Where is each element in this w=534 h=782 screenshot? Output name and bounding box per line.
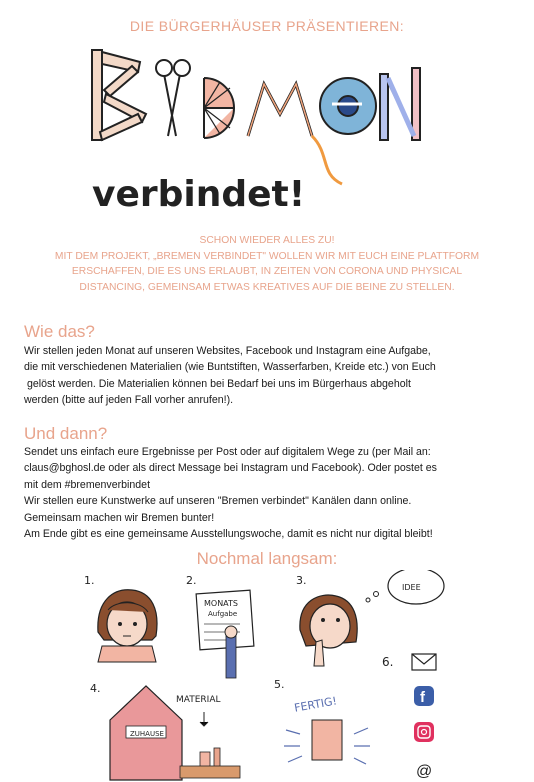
body-line: claus@bghosl.de oder als direct Message bei Instagram und Facebook). Oder postet es — [24, 462, 437, 475]
section-title-wie: Wie das? — [24, 322, 95, 341]
logo-subtitle: verbindet! — [92, 174, 306, 215]
step-number: 5. — [274, 678, 285, 691]
step-number: 4. — [90, 682, 101, 695]
mail-icon — [412, 654, 436, 670]
instagram-icon — [414, 722, 434, 742]
body-line: Gemeinsam machen wir Bremen bunter! — [24, 511, 215, 524]
body-line: Wir stellen jeden Monat auf unseren Websites, Facebook und Instagram eine Aufgabe, — [24, 345, 431, 357]
section-body-wie — [24, 343, 516, 409]
step-6 — [382, 654, 436, 780]
presenter-heading: DIE BÜRGERHÄUSER PRÄSENTIEREN: — [129, 18, 405, 34]
intro-line: SCHON WIEDER ALLES ZU! — [199, 235, 335, 246]
logo-letters — [92, 50, 420, 184]
at-icon: @ — [416, 763, 433, 780]
intro-line: DISTANCING, GEMEINSAM ETWAS KREATIVES AUF DIE BEINE ZU STELLEN. — [79, 281, 455, 293]
step-3 — [296, 570, 444, 666]
material-label: MATERIAL — [176, 695, 221, 705]
body-line: Wir stellen eure Kunstwerke auf unseren "Bremen verbindet" Kanälen dann online. — [24, 495, 412, 508]
idee-label: IDEE — [402, 583, 421, 592]
aufgabe-label: Aufgabe — [208, 610, 238, 618]
step-number: 6. — [382, 655, 394, 669]
section-title-dann: Und dann? — [24, 424, 108, 443]
body-line: Sendet uns einfach eure Ergebnisse per Post oder auf digitalem Wege zu (per Mail an: — [24, 446, 431, 458]
intro-text — [20, 233, 514, 295]
body-line: Am Ende gibt es eine gemeinsame Ausstellungswoche, damit es nicht nur digital bleibt! — [24, 528, 433, 541]
step-number: 2. — [186, 574, 197, 587]
body-line: gelöst werden. Die Materialien können bei Bedarf bei uns im Bürgerhaus abgeholt — [24, 377, 411, 390]
body-line: mit dem #bremenverbindet — [24, 478, 151, 491]
body-line: die mit verschiedenen Materialien (wie Buntstiften, Wasserfarben, Kreide etc.) von Euch — [24, 361, 436, 374]
step-1 — [84, 574, 157, 662]
step-5 — [274, 678, 370, 764]
monats-label: MONATS — [204, 599, 238, 608]
section-title-steps: Nochmal langsam: — [196, 549, 338, 568]
fertig-label: FERTIG! — [293, 694, 338, 715]
section-body-dann — [24, 444, 516, 542]
zuhause-label: ZUHAUSE — [130, 730, 164, 738]
intro-line: ERSCHAFFEN, DIE ES UNS ERLAUBT, IN ZEITEN VON CORONA UND PHYSICAL — [71, 266, 463, 277]
step-4 — [90, 682, 182, 780]
bremen-verbindet-logo — [80, 44, 460, 222]
step-number: 1. — [84, 574, 95, 587]
facebook-icon — [414, 686, 434, 706]
svg-text:f: f — [420, 689, 425, 706]
intro-line: MIT DEM PROJEKT, „BREMEN VERBINDET" WOLLEN WIR MIT EUCH EINE PLATTFORM — [54, 250, 480, 262]
step-number: 3. — [296, 574, 307, 587]
material-illustration — [176, 695, 240, 778]
steps-illustration — [80, 570, 460, 782]
body-line: werden (bitte auf jeden Fall vorher anrufen!). — [24, 394, 234, 407]
step-2 — [186, 574, 254, 678]
